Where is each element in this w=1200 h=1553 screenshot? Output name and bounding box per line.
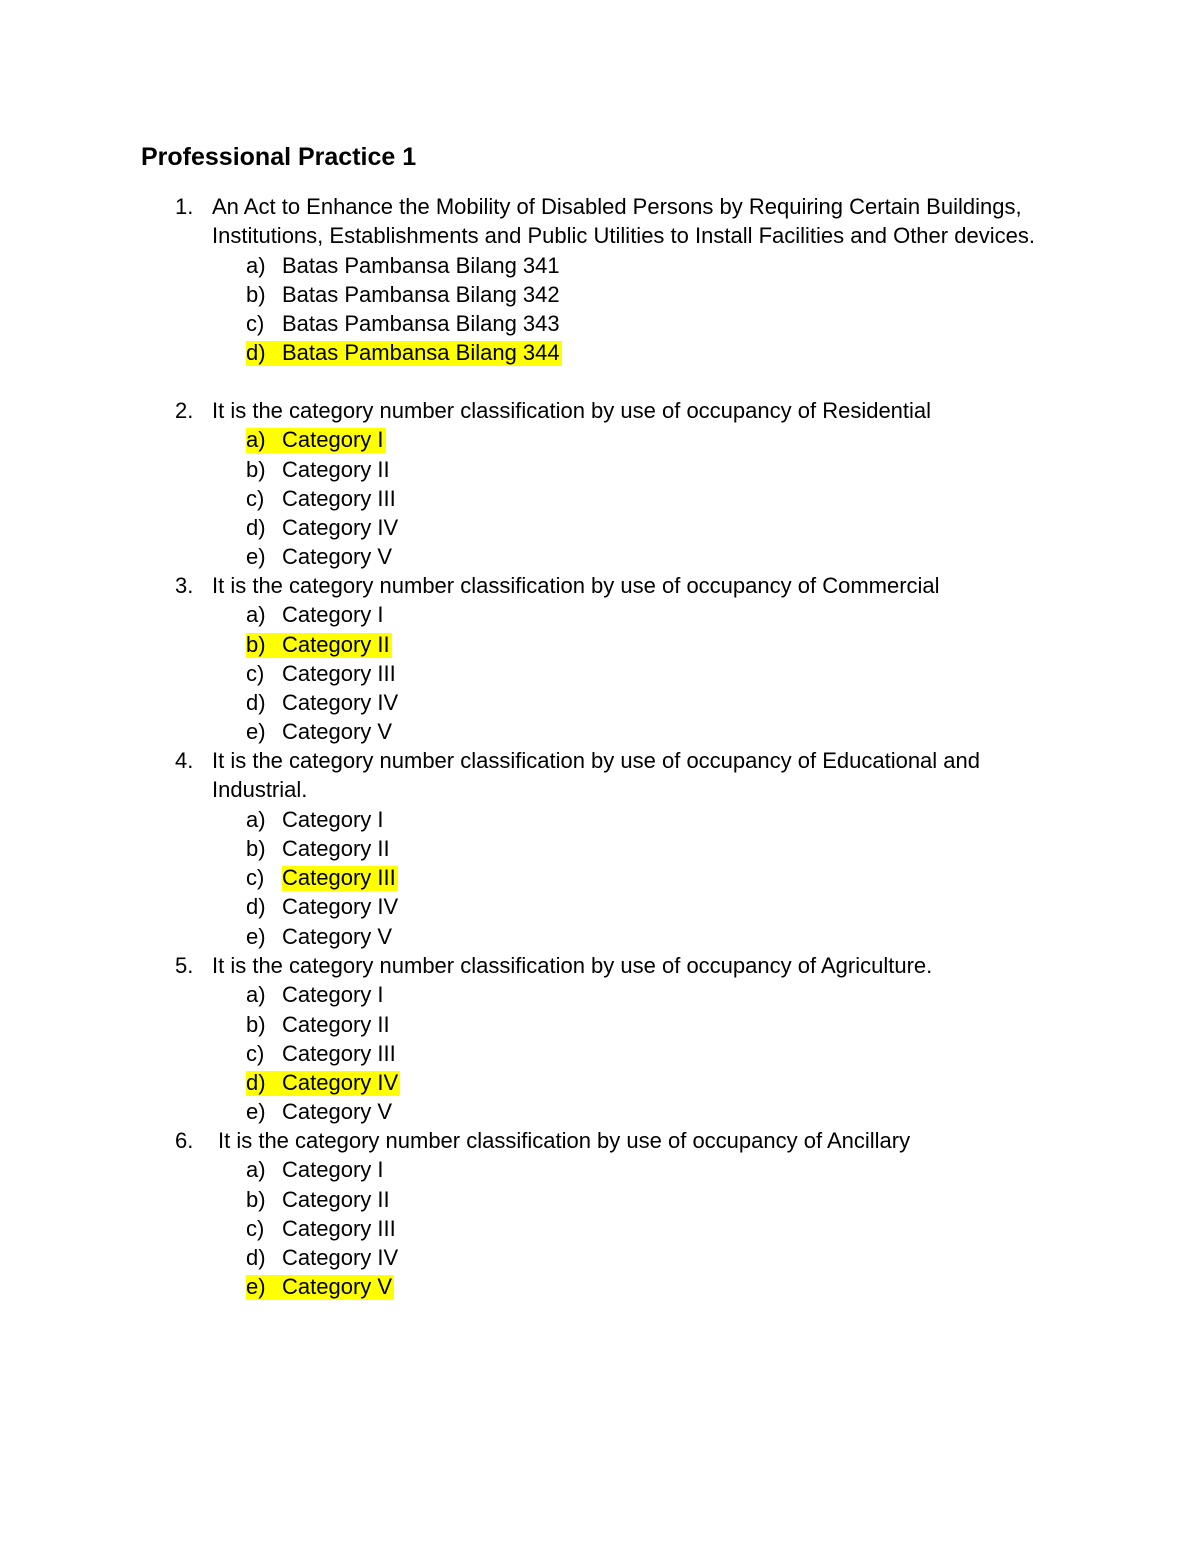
option-list	[0, 425, 1200, 571]
option-label: e)	[246, 1274, 266, 1300]
question-row	[0, 746, 1200, 805]
question-text: It is the category number classification by use of occupancy of Educational and Industrial.	[212, 748, 980, 803]
question-row	[0, 1126, 1200, 1155]
answer-option	[0, 455, 1200, 484]
option-text: Category V	[282, 1099, 393, 1125]
option-text: Category III	[282, 865, 396, 891]
option-text: Category IV	[282, 690, 399, 716]
answer-option-correct	[0, 630, 1200, 659]
option-list	[0, 805, 1200, 951]
option-text: Category V	[282, 1274, 393, 1300]
question-text: It is the category number classification by use of occupancy of Ancillary	[218, 1128, 911, 1153]
answer-option	[0, 251, 1200, 280]
answer-option	[0, 1243, 1200, 1272]
option-text: Category III	[282, 1040, 396, 1066]
option-label: c)	[246, 1040, 265, 1066]
option-label: c)	[246, 865, 265, 891]
question-number: 2.	[175, 398, 194, 423]
option-label: d)	[246, 1245, 266, 1271]
option-label: d)	[246, 515, 266, 541]
answer-option	[0, 1214, 1200, 1243]
question-row	[0, 192, 1200, 251]
option-label: a)	[246, 602, 266, 628]
option-label: c)	[246, 311, 265, 337]
option-label: a)	[246, 1157, 266, 1183]
option-label: b)	[246, 1011, 266, 1037]
option-label: d)	[246, 690, 266, 716]
option-text: Category II	[282, 456, 390, 482]
question-2	[0, 396, 1200, 572]
option-label: d)	[246, 894, 266, 920]
answer-option-correct	[0, 863, 1200, 892]
option-text: Batas Pambansa Bilang 343	[282, 311, 560, 337]
question-row	[0, 571, 1200, 600]
question-row	[0, 396, 1200, 425]
answer-option	[0, 1010, 1200, 1039]
question-5	[0, 951, 1200, 1127]
answer-option	[0, 892, 1200, 921]
option-label: b)	[246, 281, 266, 307]
option-text: Category II	[282, 1186, 390, 1212]
option-label: e)	[246, 1099, 266, 1125]
option-text: Category IV	[282, 894, 399, 920]
option-list	[0, 600, 1200, 746]
answer-option-correct	[0, 1068, 1200, 1097]
option-label: e)	[246, 719, 266, 745]
option-text: Category I	[282, 427, 384, 453]
answer-option	[0, 600, 1200, 629]
question-text: It is the category number classification by use of occupancy of Agriculture.	[212, 953, 933, 978]
answer-option	[0, 980, 1200, 1009]
question-number: 6.	[175, 1128, 194, 1153]
question-text: It is the category number classification by use of occupancy of Commercial	[212, 573, 940, 598]
option-label: b)	[246, 835, 266, 861]
question-6	[0, 1126, 1200, 1302]
option-text: Category I	[282, 602, 384, 628]
option-list	[0, 1155, 1200, 1301]
option-text: Category V	[282, 719, 393, 745]
option-text: Category I	[282, 1157, 384, 1183]
option-label: c)	[246, 1215, 265, 1241]
option-text: Category III	[282, 1215, 396, 1241]
answer-option-correct	[0, 1272, 1200, 1301]
option-label: e)	[246, 544, 266, 570]
option-list	[0, 251, 1200, 368]
option-text: Category IV	[282, 515, 399, 541]
option-text: Batas Pambansa Bilang 344	[282, 340, 560, 366]
option-label: c)	[246, 485, 265, 511]
answer-option	[0, 717, 1200, 746]
answer-option	[0, 484, 1200, 513]
question-text: An Act to Enhance the Mobility of Disabled Persons by Requiring Certain Buildings, Institutions, Establishments and Public Utilities to Install Facilities and Other devices.	[212, 194, 1035, 249]
answer-option	[0, 1185, 1200, 1214]
question-text: It is the category number classification by use of occupancy of Residential	[212, 398, 932, 423]
answer-option-correct	[0, 338, 1200, 367]
question-number: 4.	[175, 748, 194, 773]
answer-option	[0, 688, 1200, 717]
option-text: Category II	[282, 835, 390, 861]
answer-option	[0, 1097, 1200, 1126]
answer-option	[0, 805, 1200, 834]
option-label: b)	[246, 1186, 266, 1212]
question-3	[0, 571, 1200, 747]
question-4	[0, 746, 1200, 951]
option-text: Category I	[282, 982, 384, 1008]
answer-option	[0, 513, 1200, 542]
question-number: 1.	[175, 194, 194, 219]
option-text: Category II	[282, 631, 390, 657]
answer-option	[0, 542, 1200, 571]
question-1	[0, 192, 1200, 368]
option-label: b)	[246, 456, 266, 482]
option-text: Category I	[282, 806, 384, 832]
document-title: Professional Practice 1	[141, 143, 417, 171]
answer-option-correct	[0, 425, 1200, 454]
option-text: Batas Pambansa Bilang 342	[282, 281, 560, 307]
option-text: Category V	[282, 923, 393, 949]
answer-option	[0, 1039, 1200, 1068]
answer-option	[0, 309, 1200, 338]
option-label: a)	[246, 427, 266, 453]
option-label: a)	[246, 806, 266, 832]
option-text: Category III	[282, 485, 396, 511]
answer-option	[0, 834, 1200, 863]
option-label: a)	[246, 252, 266, 278]
option-text: Category V	[282, 544, 393, 570]
option-text: Category IV	[282, 1245, 399, 1271]
option-text: Category IV	[282, 1070, 399, 1096]
option-label: b)	[246, 631, 266, 657]
option-label: d)	[246, 340, 266, 366]
option-list	[0, 980, 1200, 1126]
option-label: d)	[246, 1070, 266, 1096]
answer-option	[0, 922, 1200, 951]
answer-option	[0, 659, 1200, 688]
option-text: Category III	[282, 660, 396, 686]
answer-option	[0, 1155, 1200, 1184]
question-number: 5.	[175, 953, 194, 978]
option-text: Category II	[282, 1011, 390, 1037]
question-row	[0, 951, 1200, 980]
option-label: e)	[246, 923, 266, 949]
option-label: c)	[246, 660, 265, 686]
option-label: a)	[246, 982, 266, 1008]
answer-option	[0, 280, 1200, 309]
question-number: 3.	[175, 573, 194, 598]
option-text: Batas Pambansa Bilang 341	[282, 252, 560, 278]
